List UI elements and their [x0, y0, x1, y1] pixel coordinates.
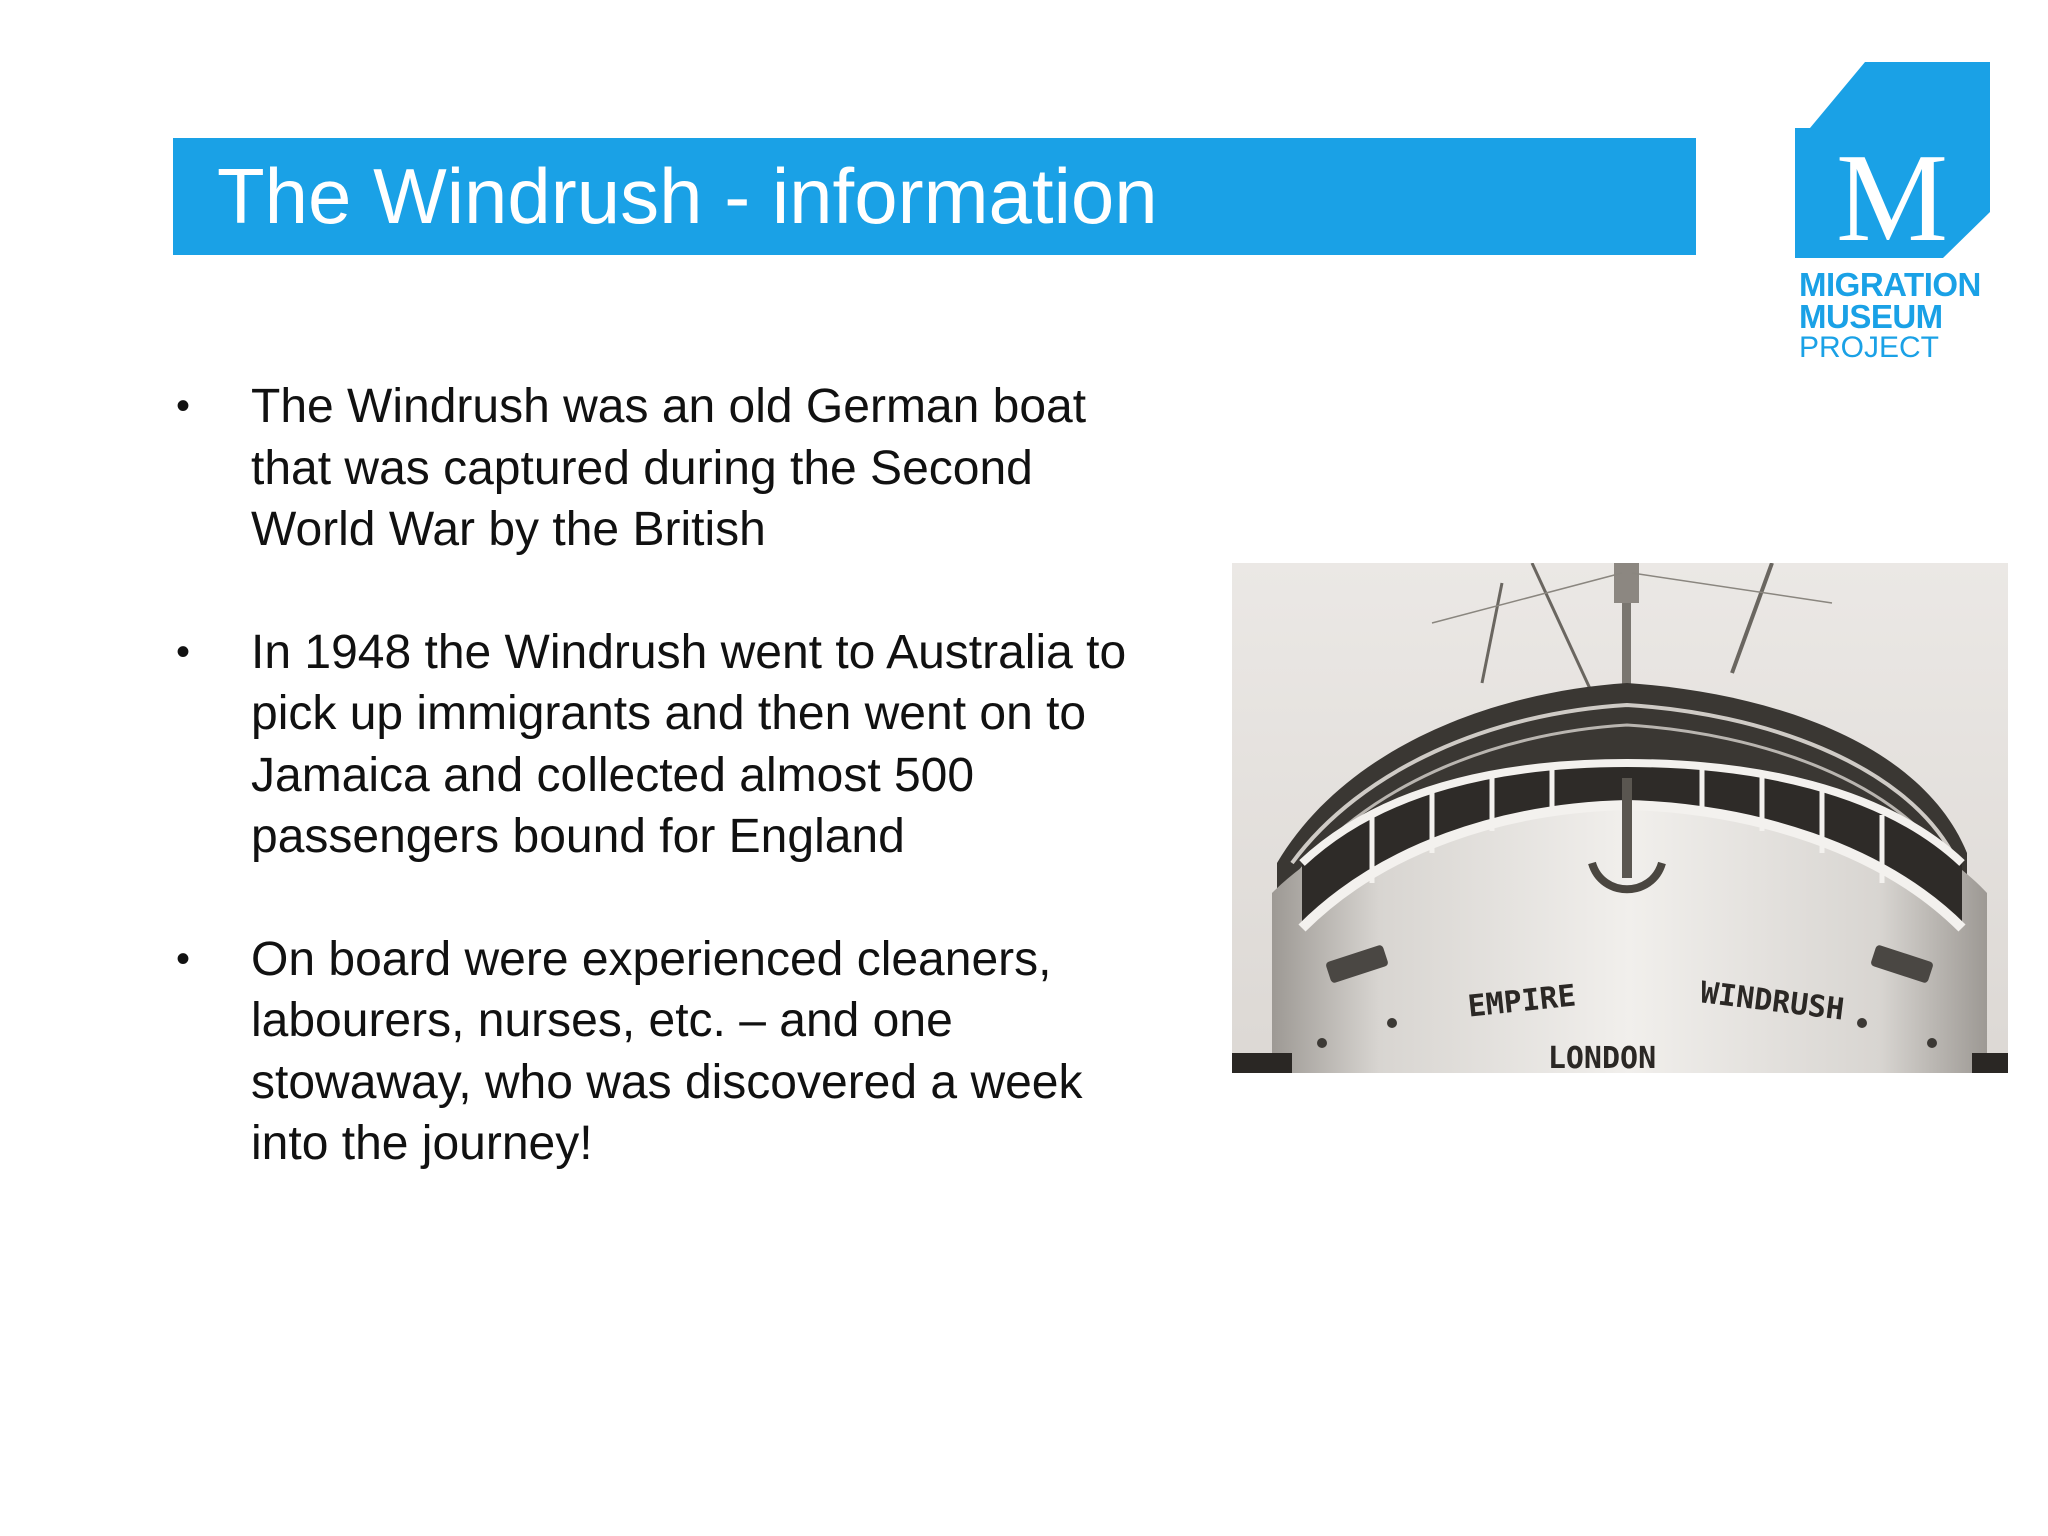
- logo-text-migration: MIGRATION: [1799, 266, 1981, 303]
- bullet-list: [170, 376, 1130, 1236]
- logo-text-museum: MUSEUM: [1799, 298, 1943, 335]
- bullet-icon: •: [176, 384, 191, 428]
- logo-mark-icon: [1795, 62, 1990, 258]
- bullet-item: [170, 929, 1130, 1175]
- migration-museum-logo: [1795, 62, 1995, 362]
- bullet-item: [170, 622, 1130, 868]
- bullet-icon: •: [176, 936, 191, 981]
- bullet-text: The Windrush was an old German boat that was captured during the Second World War by the British: [251, 380, 1087, 556]
- logo-mark-letter: M: [1835, 129, 1949, 258]
- bullet-text: In 1948 the Windrush went to Australia to pick up immigrants and then went on to Jamaica and collected almost 500 passengers bound for England: [251, 625, 1127, 863]
- hull-text-empire: EMPIRE: [1466, 978, 1578, 1025]
- ship-illustration: [1232, 563, 2008, 1073]
- hull-text-london: LONDON: [1547, 1041, 1657, 1073]
- title-bar: [173, 138, 1696, 255]
- slide-title: The Windrush - information: [217, 152, 1158, 240]
- empire-windrush-photo: [1232, 563, 2008, 1073]
- hull-text-windrush: WINDRUSH: [1698, 975, 1847, 1028]
- logo-text-project: PROJECT: [1799, 331, 1940, 364]
- bullet-text: On board were experienced cleaners, labourers, nurses, etc. – and one stowaway, who was discovered a week into the journey!: [251, 932, 1083, 1170]
- bullet-item: [170, 376, 1130, 561]
- bullet-icon: •: [176, 629, 191, 674]
